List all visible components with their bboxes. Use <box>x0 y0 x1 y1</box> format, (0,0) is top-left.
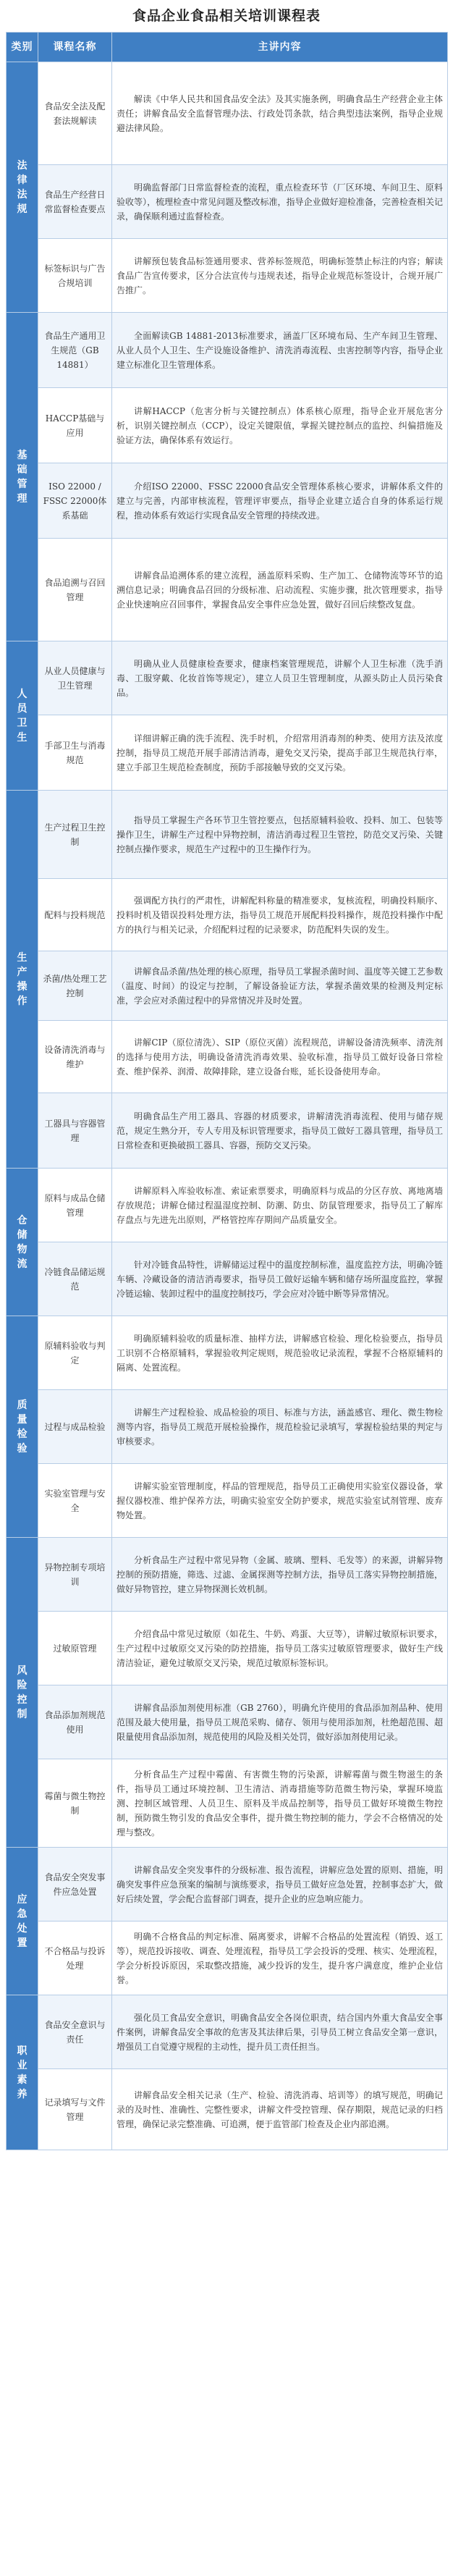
table-row <box>7 463 448 539</box>
course-name-cell: 食品安全法及配套法规解读 <box>38 62 112 165</box>
category-cell <box>7 1538 38 1848</box>
course-content-cell: 讲解原料入库验收标准、索证索票要求，明确原料与成品的分区存放、离地离墙存放规范；讲解仓储过程温湿度控制、防潮、防虫、防鼠管理要求，指导员工了解库存盘点与先进先出原则，严格管控库存期间产品质量安全。 <box>112 1169 448 1242</box>
course-content-cell: 强化员工食品安全意识，明确食品安全各岗位职责，结合国内外重大食品安全事件案例，讲解食品安全事故的危害及其法律后果，引导员工树立食品安全第一意识，增强员工自觉遵守规程的主动性，提升员工责任担当。 <box>112 1995 448 2069</box>
course-content-cell: 针对冷链食品特性，讲解储运过程中的温度控制标准，温度监控方法，明确冷链车辆、冷藏设备的清洁消毒要求，指导员工做好运输车辆和储存场所温度监控，掌握冷链运输、装卸过程中的温度控制技巧，学会应对冷链中断等异常情况。 <box>112 1242 448 1316</box>
table-row <box>7 2069 448 2150</box>
table-row <box>7 539 448 641</box>
course-content-cell: 讲解食品追溯体系的建立流程，涵盖原料采购、生产加工、仓储物流等环节的追溯信息记录；明确食品召回的分级标准、启动流程、实施步骤，批次管理要求，指导企业快速响应召回事件，掌握食品安全事件应急处置，做好召回后续整改复盘。 <box>112 539 448 641</box>
course-name-cell: 食品生产经营日常监督检查要点 <box>38 165 112 239</box>
course-content-cell: 明确原辅料验收的质量标准、抽样方法，讲解感官检验、理化检验要点，指导员工识别不合格原辅料，掌握验收判定规则，规范验收记录流程，掌握不合格原辅料的隔离、处置流程。 <box>112 1316 448 1390</box>
course-name-cell: 实验室管理与安全 <box>38 1464 112 1538</box>
course-content-cell: 明确从业人员健康检查要求，健康档案管理规范，讲解个人卫生标准（洗手消毒、工服穿戴、化妆首饰等规定），建立人员卫生管理制度，从源头防止人员污染食品。 <box>112 641 448 715</box>
course-name-cell: 过程与成品检验 <box>38 1390 112 1464</box>
course-name-cell: 食品安全意识与责任 <box>38 1995 112 2069</box>
course-name-cell: 原料与成品仓储管理 <box>38 1169 112 1242</box>
course-name-cell: 食品安全突发事件应急处置 <box>38 1848 112 1922</box>
course-name-cell: ISO 22000 / FSSC 22000体系基础 <box>38 463 112 539</box>
course-name-cell: 冷链食品储运规范 <box>38 1242 112 1316</box>
course-content-cell: 讲解实验室管理制度，样品的管理规范，指导员工正确使用实验室仪器设备，掌握仪器校准、维护保养方法，明确实验室安全防护要求，规范实验室试剂管理、废弃物处置。 <box>112 1464 448 1538</box>
course-name-cell: 记录填写与文件管理 <box>38 2069 112 2150</box>
table-row <box>7 1685 448 1759</box>
course-content-cell: 分析食品生产过程中霉菌、有害微生物的污染源，讲解霉菌与微生物滋生的条件，指导员工通过环境控制、卫生清洁、消毒措施等防范微生物污染，掌握环境监测、控制区域管理、人员卫生、原料及半成品控制等，指导员工做好环境微生物控制，预防微生物引发的食品安全事件，提升微生物控制的能力，学会不合格情况的处理与整改。 <box>112 1759 448 1848</box>
course-name-cell: 手部卫生与消毒规范 <box>38 715 112 791</box>
header-category: 类别 <box>7 33 38 62</box>
category-label: 生产操作 <box>17 951 27 1007</box>
table-row <box>7 62 448 165</box>
category-cell <box>7 641 38 791</box>
course-name-cell: 配料与投料规范 <box>38 879 112 951</box>
table-row <box>7 1021 448 1093</box>
course-content-cell: 讲解食品安全相关记录（生产、检验、清洗消毒、培训等）的填写规范，明确记录的及时性、准确性、完整性要求，讲解文件受控管理、保存期限，规范记录的归档管理，确保记录完整准确、可追溯，便于监管部门检查及企业内部追溯。 <box>112 2069 448 2150</box>
course-name-cell: 设备清洗消毒与维护 <box>38 1021 112 1093</box>
course-name-cell: 标签标识与广告合规培训 <box>38 239 112 313</box>
table-row <box>7 388 448 463</box>
course-content-cell: 强调配方执行的严肃性，讲解配料称量的精准要求，复核流程，明确投料顺序、投料时机及错误投料处理方法，指导员工规范开展配料投料操作，规范投料操作中配方的执行与相关记录，介绍配料过程的记录要求，防范配料失误的发生。 <box>112 879 448 951</box>
category-label: 仓储物流 <box>17 1214 27 1270</box>
table-row <box>7 879 448 951</box>
table-row <box>7 641 448 715</box>
course-name-cell: 从业人员健康与卫生管理 <box>38 641 112 715</box>
table-row <box>7 1093 448 1169</box>
course-content-cell: 介绍食品中常见过敏原（如花生、牛奶、鸡蛋、大豆等），讲解过敏原标识要求，生产过程中过敏原交叉污染的防控措施，指导员工落实过敏原管理要求，做好生产线清洁验证，避免过敏原交叉污染，规范过敏原标签标识。 <box>112 1612 448 1685</box>
category-cell <box>7 791 38 1169</box>
category-label: 应急处置 <box>17 1893 27 1949</box>
category-cell <box>7 1169 38 1316</box>
course-name-cell: 工器具与容器管理 <box>38 1093 112 1169</box>
table-row <box>7 239 448 313</box>
table-row <box>7 791 448 879</box>
table-header <box>7 33 448 62</box>
course-content-cell: 明确不合格食品的判定标准、隔离要求，讲解不合格品的处置流程（销毁、返工等），规范投诉接收、调查、处理流程，指导员工学会投诉的受理、核实、处理流程，学会分析投诉原因，采取整改措施，减少投诉的发生，提升客户满意度，维护企业信誉。 <box>112 1922 448 1995</box>
table-row <box>7 715 448 791</box>
table-row <box>7 1390 448 1464</box>
course-name-cell: 食品添加剂规范使用 <box>38 1685 112 1759</box>
table-row <box>7 1848 448 1922</box>
course-content-cell: 分析食品生产过程中常见异物（金属、玻璃、塑料、毛发等）的来源，讲解异物控制的预防措施，筛选、过滤、金属探测等控制方法，指导员工落实异物控制措施，做好异物管控，建立异物探测长效机制。 <box>112 1538 448 1612</box>
table-row <box>7 1759 448 1848</box>
category-label: 法律法规 <box>17 159 27 215</box>
course-name-cell: 异物控制专项培训 <box>38 1538 112 1612</box>
category-label: 风险控制 <box>17 1664 27 1720</box>
table-row <box>7 1242 448 1316</box>
category-cell <box>7 62 38 313</box>
course-name-cell: 杀菌/热处理工艺控制 <box>38 951 112 1021</box>
course-content-cell: 指导员工掌握生产各环节卫生管控要点，包括原辅料验收、投料、加工、包装等操作卫生，讲解生产过程中异物控制，清洁消毒过程卫生管控，防范交叉污染、关键控制点操作要求，规范生产过程中的卫生操作行为。 <box>112 791 448 879</box>
table-row <box>7 313 448 388</box>
page-title: 食品企业食品相关培训课程表 <box>132 8 321 24</box>
course-content-cell: 解读《中华人民共和国食品安全法》及其实施条例，明确食品生产经营企业主体责任；讲解食品安全监督管理办法、行政处罚条款，结合典型违法案例，指导企业规避法律风险。 <box>112 62 448 165</box>
course-name-cell: 食品生产通用卫生规范（GB 14881） <box>38 313 112 388</box>
course-content-cell: 讲解食品添加剂使用标准（GB 2760），明确允许使用的食品添加剂品种、使用范围及最大使用量，指导员工规范采购、储存、领用与使用添加剂，杜绝超范围、超限量使用食品添加剂，规范使用的风险及相关处罚，做好添加剂使用记录。 <box>112 1685 448 1759</box>
course-content-cell: 讲解HACCP（危害分析与关键控制点）体系核心原理，指导企业开展危害分析，识别关键控制点（CCP），设定关键限值，掌握关键控制点的监控、纠偏措施及验证方法，确保体系有效运行。 <box>112 388 448 463</box>
category-cell <box>7 313 38 641</box>
table-row <box>7 1464 448 1538</box>
table-row <box>7 1316 448 1390</box>
header-row <box>7 33 448 62</box>
header-course-name: 课程名称 <box>38 33 112 62</box>
course-content-cell: 讲解生产过程检验、成品检验的项目、标准与方法，涵盖感官、理化、微生物检测等内容，指导员工规范开展检验操作，规范检验记录填写，掌握检验结果的判定与审核要求。 <box>112 1390 448 1464</box>
category-label: 基础管理 <box>17 449 27 505</box>
table-row <box>7 1922 448 1995</box>
course-content-cell: 详细讲解正确的洗手流程、洗手时机，介绍常用消毒剂的种类、使用方法及浓度控制，指导员工规范开展手部清洁消毒，避免交叉污染，提高手部卫生规范执行率，建立手部卫生规范检查制度，预防手部接触导致的交叉污染。 <box>112 715 448 791</box>
table-row <box>7 1169 448 1242</box>
table-body <box>7 62 448 2150</box>
table-row <box>7 1612 448 1685</box>
course-name-cell: 不合格品与投诉处理 <box>38 1922 112 1995</box>
course-content-cell: 介绍ISO 22000、FSSC 22000食品安全管理体系核心要求，讲解体系文件的建立与完善，内部审核流程，管理评审要点，指导企业建立适合自身的体系运行规程，推动体系有效运行实现食品安全管理的持续改进。 <box>112 463 448 539</box>
category-label: 质量检验 <box>17 1399 27 1455</box>
category-label: 人员卫生 <box>17 688 27 744</box>
header-content: 主讲内容 <box>112 33 448 62</box>
course-content-cell: 全面解读GB 14881-2013标准要求，涵盖厂区环境布局、生产车间卫生管理、从业人员个人卫生、生产设施设备维护、清洗消毒流程、虫害控制等内容，指导企业建立标准化卫生管理体系。 <box>112 313 448 388</box>
course-name-cell: 过敏原管理 <box>38 1612 112 1685</box>
course-content-cell: 讲解食品安全突发事件的分级标准、报告流程，讲解应急处置的原则、措施，明确突发事件应急预案的编制与演练要求，指导员工做好应急处置，控制事态扩大，做好后续处置，学会配合监督部门调查，提升企业的应急响应能力。 <box>112 1848 448 1922</box>
table-row <box>7 1995 448 2069</box>
course-name-cell: 原辅料验收与判定 <box>38 1316 112 1390</box>
category-cell <box>7 1316 38 1538</box>
category-cell <box>7 1848 38 1995</box>
course-content-cell: 明确食品生产用工器具、容器的材质要求，讲解清洗消毒流程、使用与储存规范，规定生熟分开，专人专用及标识管理要求，指导员工做好工器具管理，指导员工日常检查和更换破损工器具、容器，预防交叉污染。 <box>112 1093 448 1169</box>
course-content-cell: 讲解食品杀菌/热处理的核心原理，指导员工掌握杀菌时间、温度等关键工艺参数（温度、时间）的设定与控制，了解设备验证方法，掌握杀菌效果的检测及判定标准，学会应对杀菌过程中的异常情况并及时处置。 <box>112 951 448 1021</box>
table-row <box>7 165 448 239</box>
course-content-cell: 明确监督部门日常监督检查的流程，重点检查环节（厂区环境、车间卫生、原料验收等），梳理检查中常见问题及整改标准，指导企业做好迎检准备，完善检查相关记录，确保顺利通过监督检查。 <box>112 165 448 239</box>
course-name-cell: 霉菌与微生物控制 <box>38 1759 112 1848</box>
course-name-cell: 食品追溯与召回管理 <box>38 539 112 641</box>
category-cell <box>7 1995 38 2150</box>
course-content-cell: 讲解预包装食品标签通用要求、营养标签规范，明确标签禁止标注的内容；解读食品广告宣传要求，区分合法宣传与违规表述，指导企业规范标签设计，合规开展广告推广。 <box>112 239 448 313</box>
table-row <box>7 951 448 1021</box>
category-label: 职业素养 <box>17 2045 27 2100</box>
course-content-cell: 讲解CIP（原位清洗）、SIP（原位灭菌）流程规范，讲解设备清洗频率、清洗剂的选择与使用方法，明确设备清洗消毒效果、验收标准，指导员工做好设备日常检查、维护保养、润滑、故障排除，建立设备台账，延长设备使用寿命。 <box>112 1021 448 1093</box>
table-row <box>7 1538 448 1612</box>
course-table <box>6 32 448 2150</box>
course-name-cell: 生产过程卫生控制 <box>38 791 112 879</box>
course-name-cell: HACCP基础与应用 <box>38 388 112 463</box>
